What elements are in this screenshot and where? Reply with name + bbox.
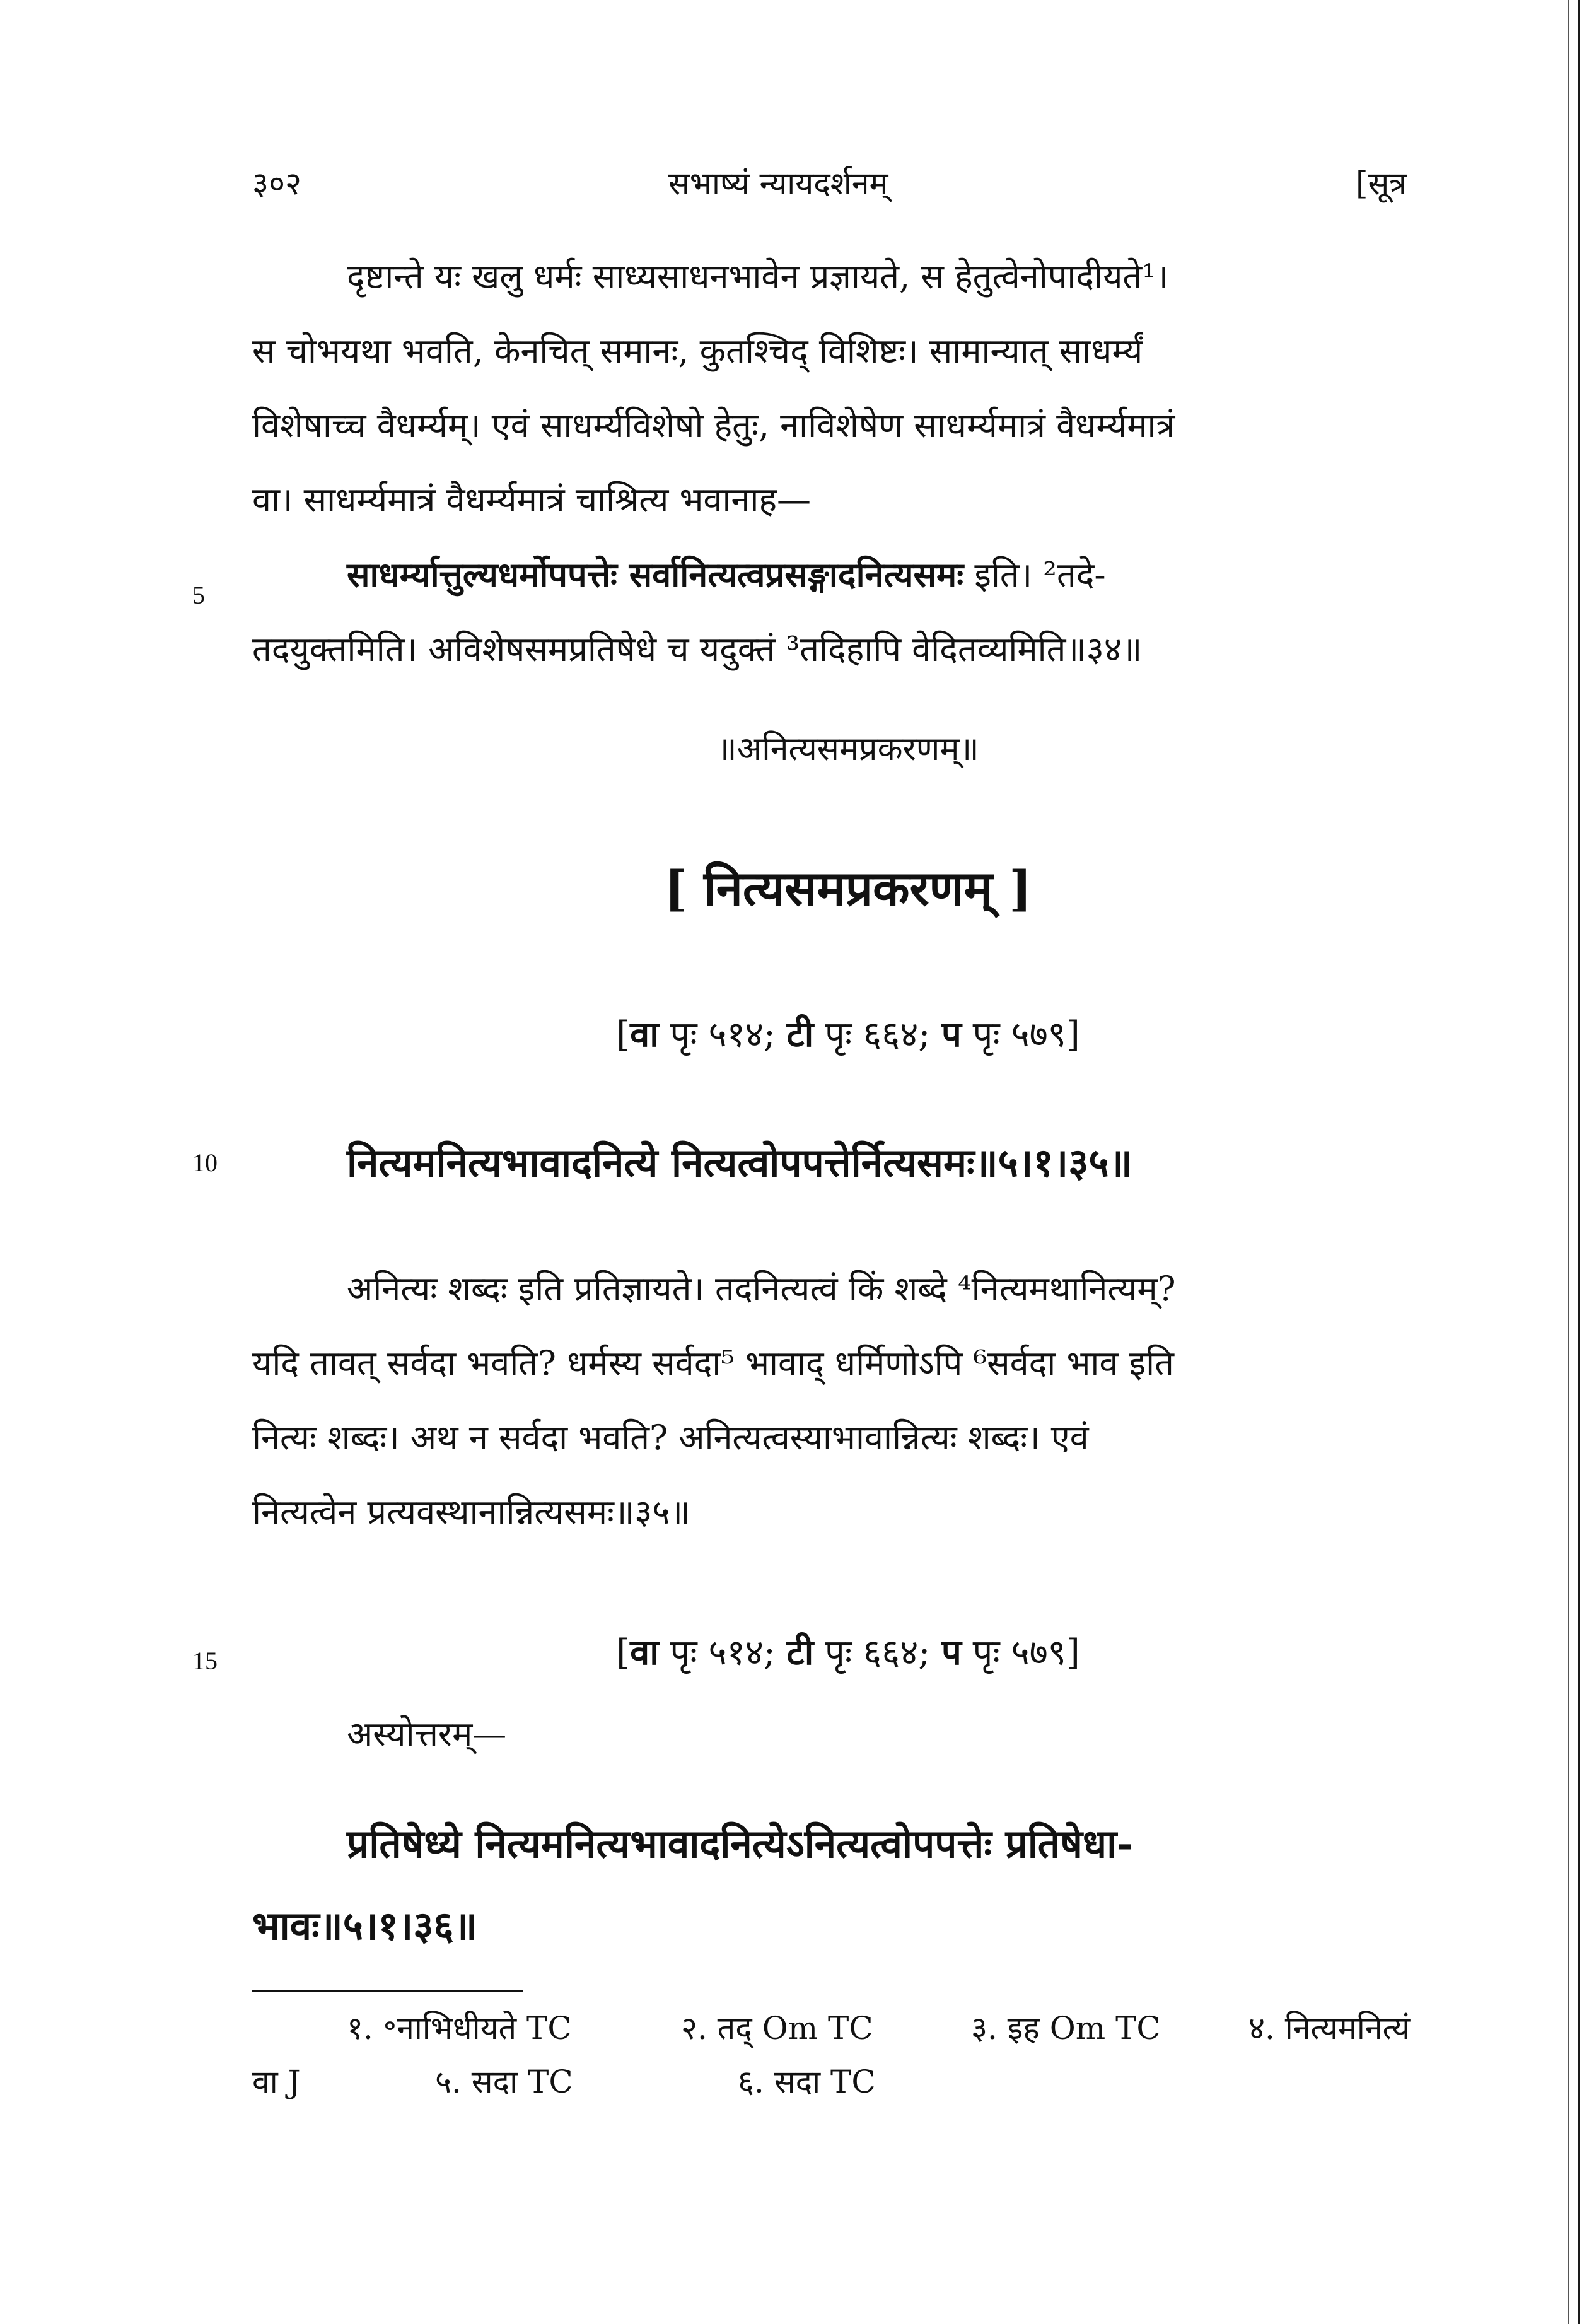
answer-intro: अस्योत्तरम्— xyxy=(347,1714,507,1754)
footnote-rule xyxy=(252,1990,523,1992)
text-line: विशेषाच्च वैधर्म्यम्। एवं साधर्म्यविशेषो हेतुः, नाविशेषेण साधर्म्यमात्रं वैधर्म्यमात्रं xyxy=(252,406,1175,445)
page-edge-line xyxy=(1578,0,1580,2324)
text-line: दृष्टान्ते यः खलु धर्मः साध्यसाधनभावेन प्रज्ञायते, स हेतुत्वेनोपादीयते¹। xyxy=(347,257,1169,296)
text-line: वा। साधर्म्यमात्रं वैधर्म्यमात्रं चाश्रित्य भवानाह— xyxy=(252,480,812,520)
ref-bracket: [ xyxy=(616,1014,631,1055)
section-end-marker: ॥अनित्यसमप्रकरणम्॥ xyxy=(717,730,979,768)
text-line xyxy=(252,537,1444,612)
text-line: स चोभयथा भवति, केनचित् समानः, कुतश्चिद् विशिष्टः। सामान्यात् साधर्म्यं xyxy=(252,331,1143,371)
commentary-paragraph-3 xyxy=(252,1252,1444,1550)
footnote-4: ४. नित्यमनित्यं xyxy=(1248,2010,1411,2047)
ref-pa: प xyxy=(941,1632,962,1673)
line-number: 10 xyxy=(192,1148,218,1177)
running-title: सभाष्यं न्यायदर्शनम् xyxy=(668,165,888,202)
sutra-36-line-1: प्रतिषेध्ये नित्यमनित्यभावादनित्येऽनित्यत्वोपपत्तेः प्रतिषेधा- xyxy=(347,1821,1133,1867)
text-line: नित्यः शब्दः। अथ न सर्वदा भवति? अनित्यत्वस्याभावान्नित्यः शब्दः। एवं xyxy=(252,1418,1089,1457)
sutra-36-line-2: भावः॥५।१।३६॥ xyxy=(252,1903,477,1949)
text-line: नित्यत्वेन प्रत्यवस्थानान्नित्यसमः॥३५॥ xyxy=(252,1492,690,1532)
cross-reference xyxy=(252,1009,1444,1057)
ref-va-page: पृः ५१४; xyxy=(658,1014,787,1055)
ref-pa: प xyxy=(941,1013,962,1055)
ref-ti: टी xyxy=(786,1632,814,1673)
ref-pa-page: पृः ५७९] xyxy=(961,1014,1080,1055)
footnote-2: २. तद् Om TC xyxy=(681,2010,873,2047)
footnote-3: ३. इह Om TC xyxy=(971,2010,1161,2047)
footnote-6: ६. सदा TC xyxy=(738,2064,876,2100)
footnote-4-continued: वा J xyxy=(252,2064,301,2100)
footnote-1: १. ॰नाभिधीयते TC xyxy=(347,2010,572,2047)
running-section: [सूत्र xyxy=(1356,165,1407,202)
text-span: इति। ²तदे- xyxy=(963,555,1106,595)
text-line: तदयुक्तमिति। अविशेषसमप्रतिषेधे च यदुक्तं ³तदिहापि वेदितव्यमिति॥३४॥ xyxy=(252,629,1143,669)
text-line: यदि तावत् सर्वदा भवति? धर्मस्य सर्वदा⁵ भावाद् धर्मिणोऽपि ⁶सर्वदा भाव इति xyxy=(252,1343,1174,1383)
line-number: 15 xyxy=(192,1647,218,1675)
sutra-35: नित्यमनित्यभावादनित्ये नित्यत्वोपपत्तेर्नित्यसमः॥५।१।३५॥ xyxy=(347,1140,1132,1186)
section-title: [ नित्यसमप्रकरणम् ] xyxy=(664,860,1032,916)
ref-ti-page: पृः ६६४; xyxy=(813,1014,941,1055)
ref-va: वा xyxy=(630,1632,659,1673)
ref-ti-page: पृः ६६४; xyxy=(813,1632,941,1673)
commentary-paragraph-2 xyxy=(252,537,1444,687)
quoted-sutra: साधर्म्यात्तुल्यधर्मोपपत्तेः सर्वानित्यत्वप्रसङ्गादनित्यसमः xyxy=(347,554,964,595)
ref-bracket: [ xyxy=(616,1632,631,1673)
commentary-paragraph-1 xyxy=(252,240,1444,537)
ref-va-page: पृः ५१४; xyxy=(658,1632,787,1673)
ref-pa-page: पृः ५७९] xyxy=(961,1632,1080,1673)
ref-ti: टी xyxy=(786,1013,814,1055)
text-line: अनित्यः शब्दः इति प्रतिज्ञायते। तदनित्यत्वं किं शब्दे ⁴नित्यमथानित्यम्? xyxy=(347,1269,1176,1309)
line-number: 5 xyxy=(192,581,205,609)
page-edge-line-thin xyxy=(1568,0,1569,2324)
ref-va: वा xyxy=(630,1013,659,1055)
footnote-5: ५. सदा TC xyxy=(435,2064,573,2100)
cross-reference xyxy=(252,1627,1444,1675)
page-number: ३०२ xyxy=(252,165,301,202)
